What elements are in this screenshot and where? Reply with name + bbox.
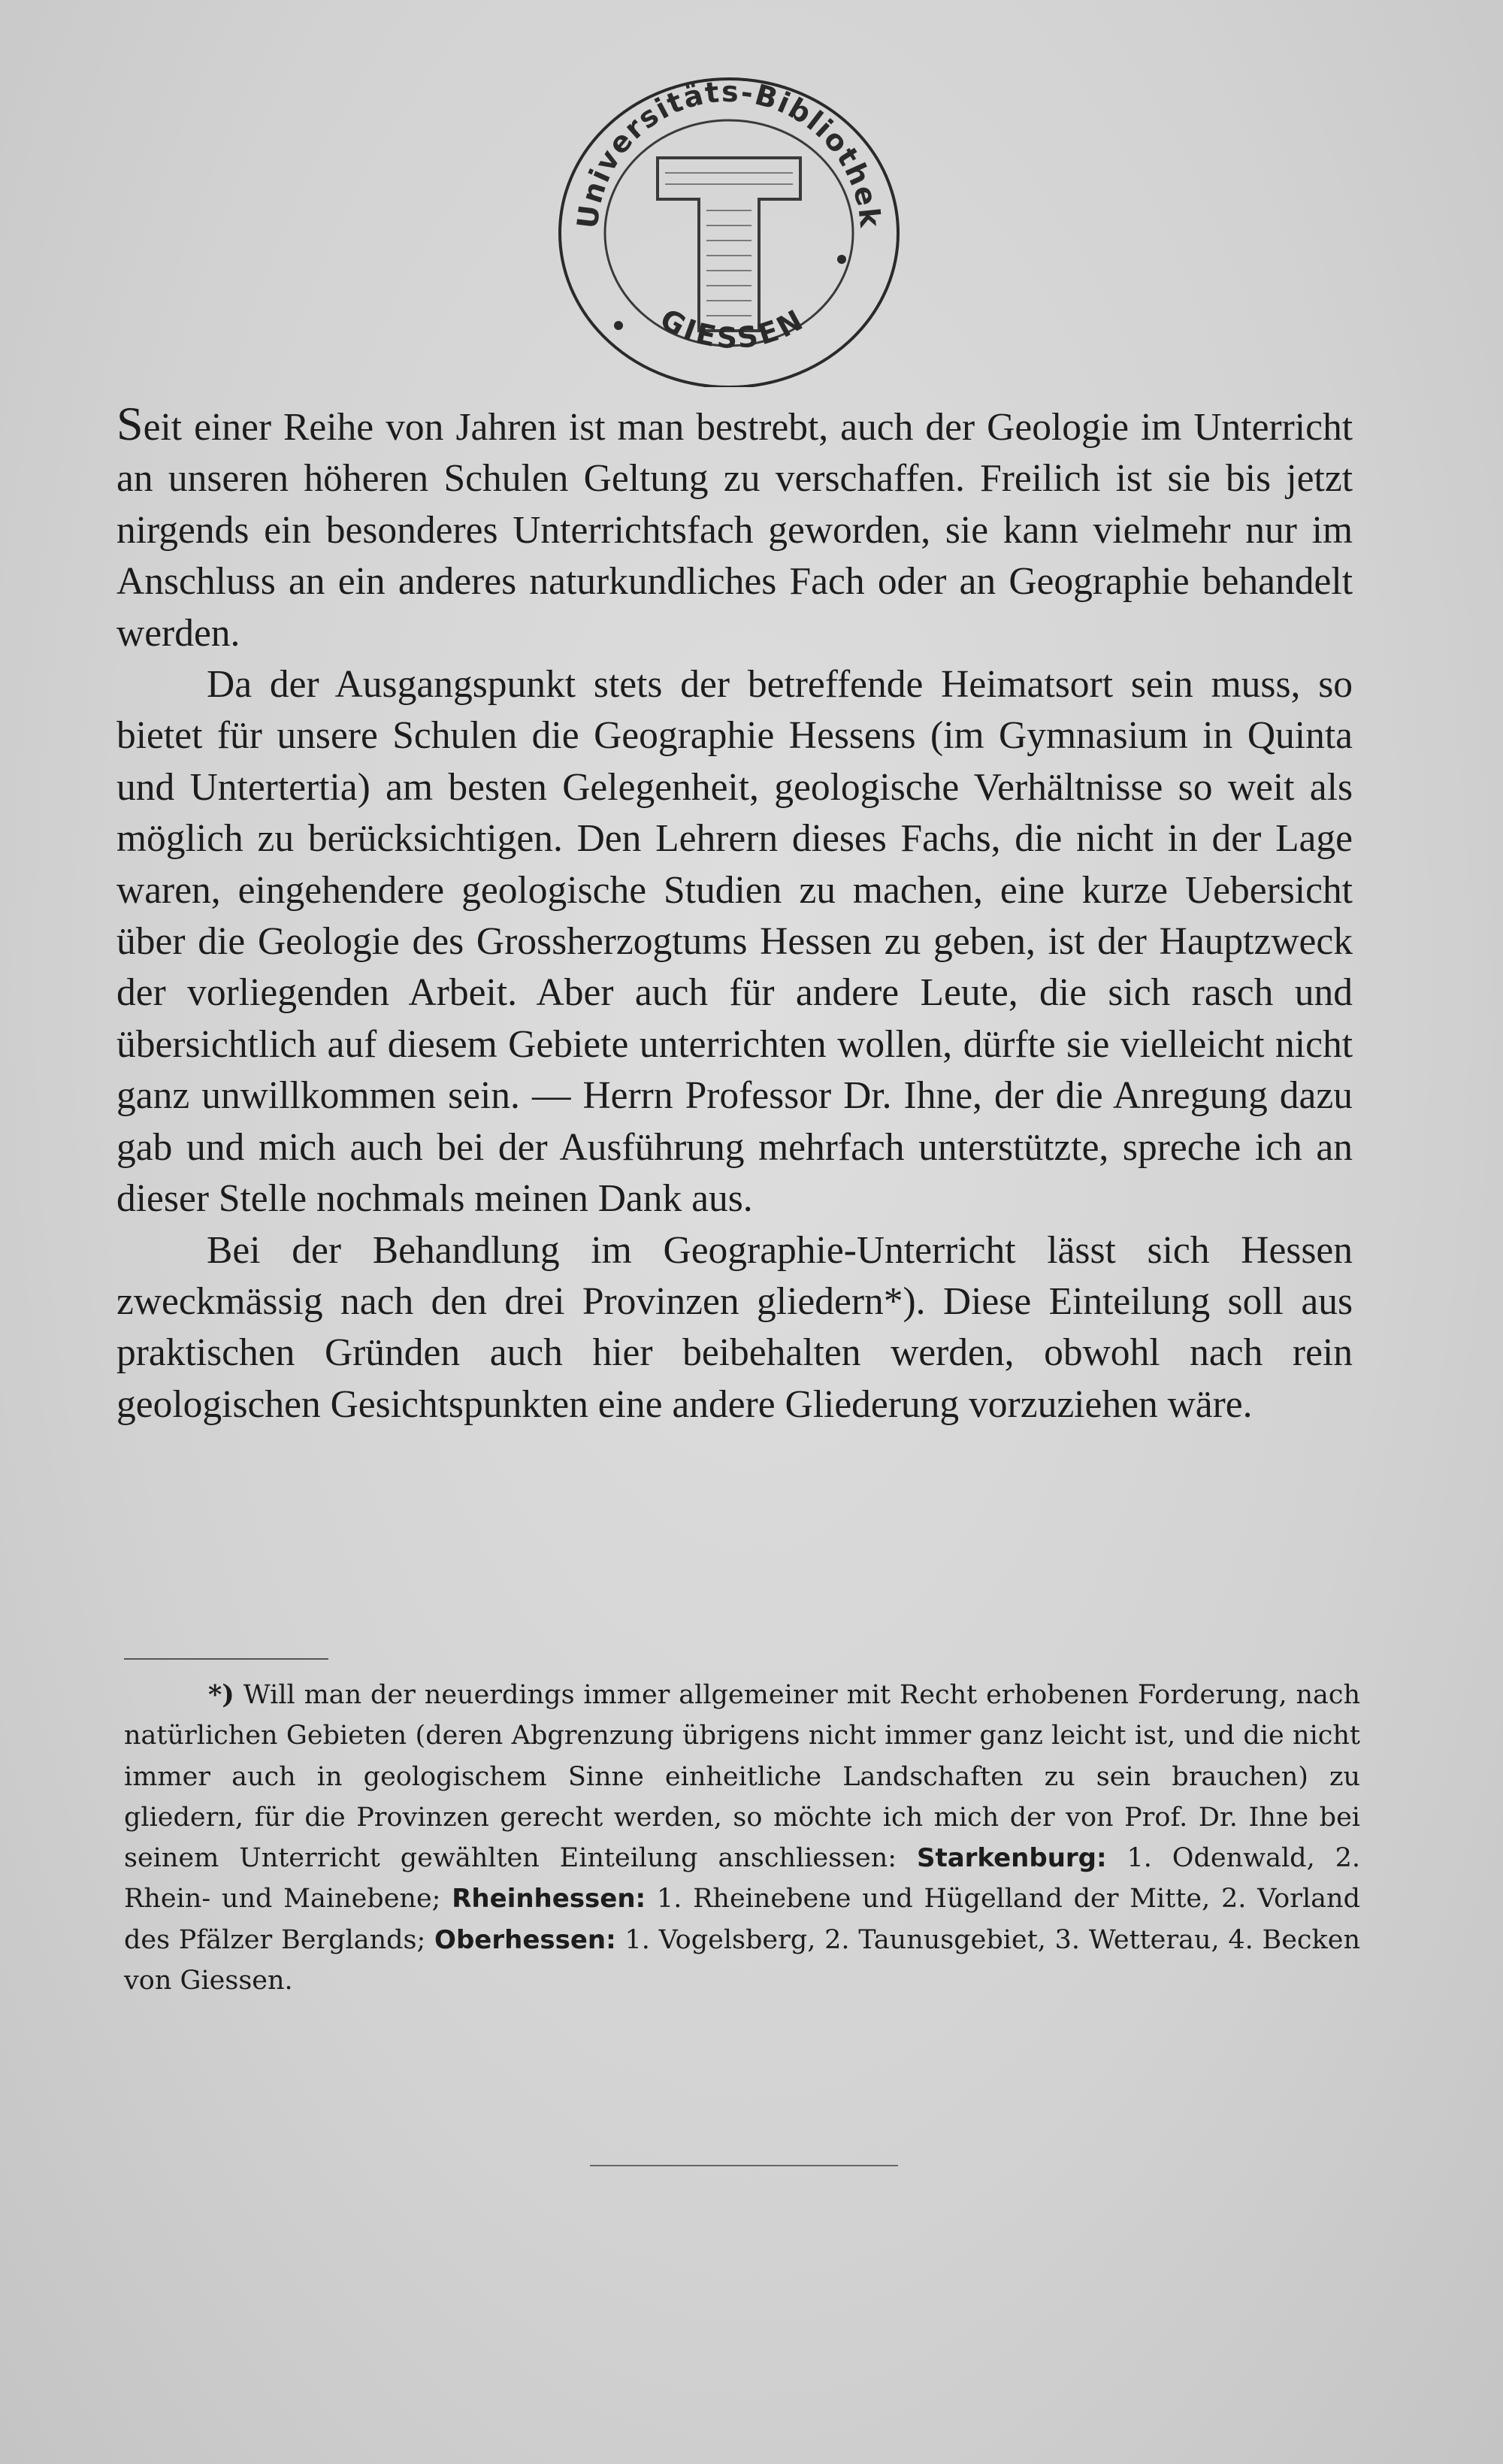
svg-text:Universitäts-Bibliothek — [571, 75, 888, 230]
footnote-text-4: 1. Vogelsberg, 2. Taunusgebiet, 3. Wetterau, 4. Becken von Giessen. — [124, 1924, 1360, 1996]
province-oberhessen: Oberhessen: — [434, 1924, 616, 1955]
library-stamp — [552, 71, 906, 387]
paragraph-division: Bei der Behandlung im Geographie-Unterricht lässt sich Hessen zweckmässig nach den drei Provinzen gliedern*). Diese Einteilung soll aus praktischen Gründen auch hier beibehalten werden, obwohl nach rein geologischen Gesichtspunkten eine andere Gliederung vorzuziehen wäre. — [116, 1228, 1353, 1426]
paragraph-intro-text: eit einer Reihe von Jahren ist man bestrebt, auch der Geologie im Unterricht an unseren höheren Schulen Geltung zu verschaffen. Freilich ist sie bis jetzt nirgends ein besonderes Unterrichtsfach geworden, sie kann vielmehr nur im Anschluss an ein anderes naturkundliches Fach oder an Geographie behandelt werden. — [116, 406, 1353, 655]
svg-text:GIESSEN — [655, 302, 810, 355]
footnote-text-1: Will man der neuerdings immer allgemeiner mit Recht erhobenen Forderung, nach natürlichen Gebieten (deren Abgrenzung übrigens nicht immer ganz leicht ist, und die nicht immer auch in geologischem Sinne einheitliche Landschaften zu sein brauchen) zu gliedern, für die Provinzen gerecht werden, so möchte ich mich der von Prof. Dr. Ihne bei seinem Unterricht gewählten Einteilung anschliessen: — [124, 1680, 1360, 1874]
province-starkenburg: Starkenburg: — [916, 1843, 1107, 1874]
end-divider — [590, 2165, 898, 2166]
footnote-divider — [124, 1658, 328, 1660]
paragraph-intro — [116, 398, 1353, 659]
footnote-marker: *) — [208, 1679, 234, 1710]
drop-cap: S — [116, 397, 144, 450]
stamp-bottom-text: GIESSEN — [655, 302, 811, 356]
main-text — [116, 398, 1353, 1430]
paragraph-purpose: Da der Ausgangspunkt stets der betreffende Heimatsort sein muss, so bietet für unsere Schulen die Geographie Hessens (im Gymnasium in Quinta und Untertertia) am besten Gelegenheit, geologische Verhältnisse so weit als möglich zu berücksichtigen. Den Lehrern dieses Fachs, die nicht in der Lage waren, eingehendere geologische Studien zu machen, eine kurze Uebersicht über die Geologie des Grossherzogtums Hessen zu geben, ist der Hauptzweck der vorliegenden Arbeit. Aber auch für andere Leute, die sich rasch und übersichtlich auf diesem Gebiete unterrichten wollen, dürfte sie vielleicht nicht ganz unwillkommen sein. — Herrn Professor Dr. Ihne, der die Anregung dazu gab und mich auch bei der Ausführung mehrfach unterstützte, spreche ich an dieser Stelle nochmals meinen Dank aus. — [116, 663, 1353, 1221]
stamp-top-text: Universitäts-Bibliothek — [570, 74, 888, 231]
footnote-text-3: 1. Rheinebene und Hügelland der Mitte, 2. Vorland des Pfälzer Berglands; — [124, 1884, 1360, 1955]
footnote-text-2: 1. Odenwald, 2. Rhein- und Mainebene; — [124, 1843, 1360, 1915]
province-rheinhessen: Rheinhessen: — [452, 1884, 646, 1915]
footnote — [124, 1675, 1360, 2001]
